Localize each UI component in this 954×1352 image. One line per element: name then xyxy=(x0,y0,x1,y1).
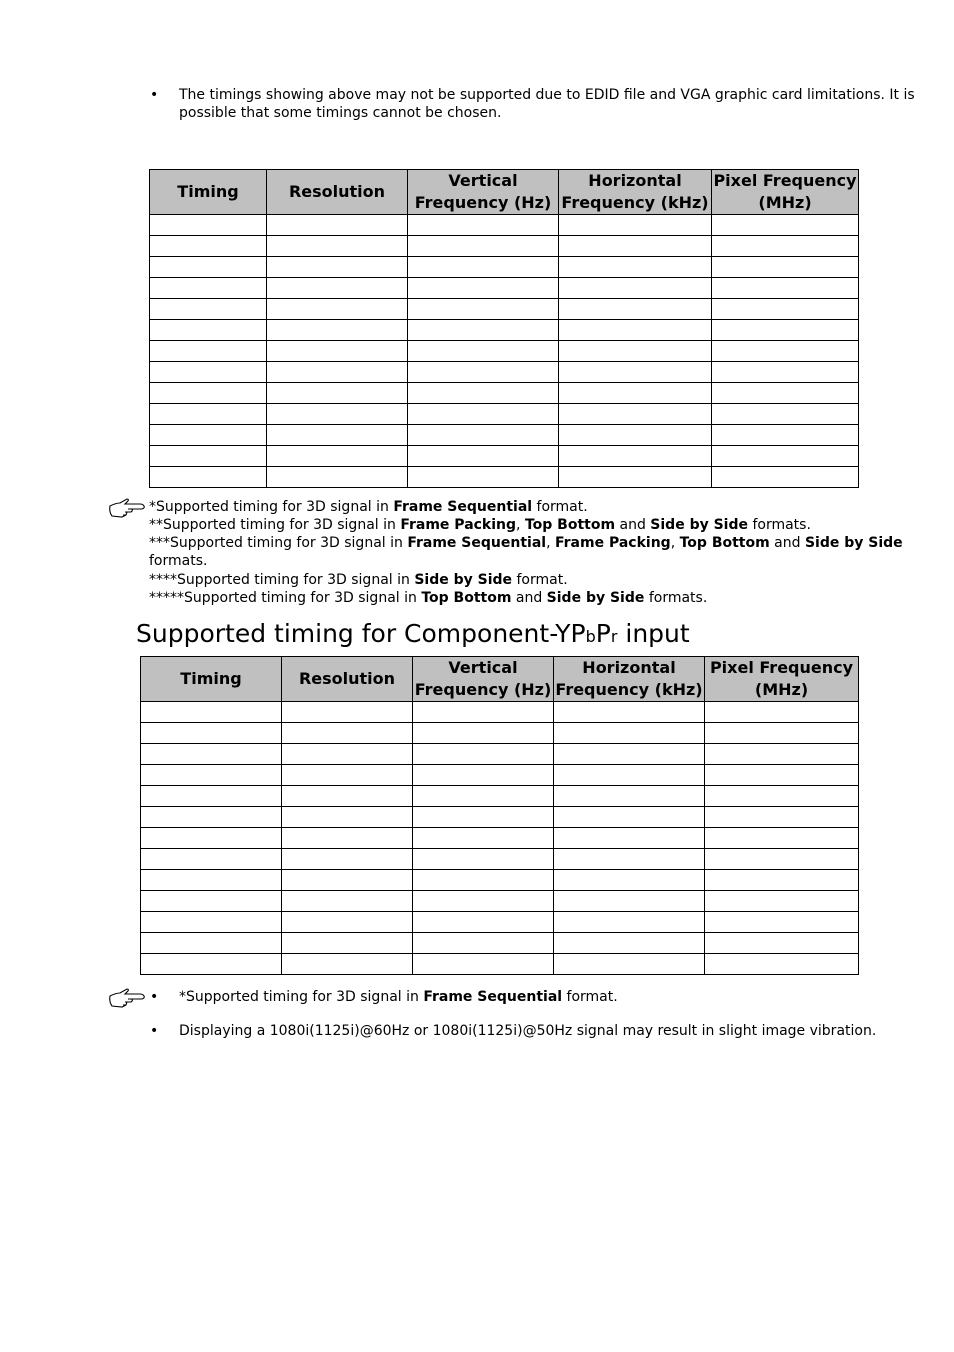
table-body xyxy=(150,215,859,488)
bullet-text-line1: The timings showing above may not be supported due to EDID file and VGA graphic card limitations. It is xyxy=(179,87,915,103)
table-cell xyxy=(141,912,282,933)
table-row xyxy=(150,320,859,341)
table-cell xyxy=(705,891,859,912)
table-cell xyxy=(282,807,413,828)
column-header xyxy=(712,170,859,215)
table-cell xyxy=(712,215,859,236)
table-cell xyxy=(150,236,267,257)
table-cell xyxy=(559,341,712,362)
table-cell xyxy=(150,278,267,299)
table-cell xyxy=(712,236,859,257)
table-cell xyxy=(705,870,859,891)
timing-table-component xyxy=(140,656,859,975)
table-cell xyxy=(408,362,559,383)
table-cell xyxy=(712,425,859,446)
table-cell xyxy=(282,954,413,975)
table-cell xyxy=(705,954,859,975)
table-header-row xyxy=(141,657,859,702)
note-frame-packing: **Supported timing for 3D signal in Frame Packing, Top Bottom and Side by Side formats. xyxy=(149,517,811,533)
table-cell xyxy=(413,891,554,912)
table-cell xyxy=(554,954,705,975)
table-row xyxy=(141,702,859,723)
table-cell xyxy=(141,723,282,744)
table-row xyxy=(150,362,859,383)
table-row xyxy=(150,467,859,488)
table-cell xyxy=(559,404,712,425)
table-row xyxy=(150,299,859,320)
table-cell xyxy=(141,891,282,912)
bullet-glyph: • xyxy=(150,87,159,103)
table-cell xyxy=(712,404,859,425)
table-cell xyxy=(712,467,859,488)
table-cell xyxy=(267,404,408,425)
pointing-hand-icon xyxy=(108,988,146,1010)
table-cell xyxy=(408,236,559,257)
column-header-line: Frequency (Hz) xyxy=(414,680,552,699)
column-header xyxy=(267,170,408,215)
column-header-line: (MHz) xyxy=(758,193,812,212)
table-cell xyxy=(150,446,267,467)
table-cell xyxy=(150,320,267,341)
table-cell xyxy=(413,849,554,870)
table-row xyxy=(141,765,859,786)
table-row xyxy=(150,383,859,404)
table-cell xyxy=(141,870,282,891)
table-cell xyxy=(559,236,712,257)
table-cell xyxy=(712,446,859,467)
table-cell xyxy=(705,744,859,765)
table-row xyxy=(141,828,859,849)
table-cell xyxy=(554,870,705,891)
column-header xyxy=(559,170,712,215)
table-cell xyxy=(267,467,408,488)
table-cell xyxy=(267,320,408,341)
table-row xyxy=(150,404,859,425)
table-cell xyxy=(712,383,859,404)
bullet-text-line2: possible that some timings cannot be chosen. xyxy=(179,105,502,121)
column-header-line: Frequency (kHz) xyxy=(561,193,709,212)
table-cell xyxy=(408,446,559,467)
table-cell xyxy=(282,744,413,765)
table-cell xyxy=(141,933,282,954)
table-cell xyxy=(150,299,267,320)
table-cell xyxy=(267,425,408,446)
table-cell xyxy=(267,257,408,278)
column-header xyxy=(408,170,559,215)
table-cell xyxy=(282,828,413,849)
table-cell xyxy=(554,765,705,786)
table-cell xyxy=(559,299,712,320)
table-cell xyxy=(705,723,859,744)
table-row xyxy=(141,933,859,954)
bullet-glyph: • xyxy=(150,989,159,1005)
column-header xyxy=(413,657,554,702)
column-header-line: Timing xyxy=(180,669,242,688)
section-heading: Supported timing for Component-YPbPr input xyxy=(136,619,690,648)
table-cell xyxy=(282,765,413,786)
table-cell xyxy=(712,299,859,320)
table-cell xyxy=(282,702,413,723)
table-cell xyxy=(559,278,712,299)
table-cell xyxy=(282,933,413,954)
table-cell xyxy=(413,954,554,975)
table-cell xyxy=(141,744,282,765)
pointing-hand-icon xyxy=(108,498,146,520)
table-cell xyxy=(408,341,559,362)
table-row xyxy=(141,807,859,828)
table-row xyxy=(141,891,859,912)
table-body xyxy=(141,702,859,975)
table-cell xyxy=(282,912,413,933)
table-row xyxy=(150,341,859,362)
table-cell xyxy=(150,404,267,425)
column-header xyxy=(141,657,282,702)
column-header-line: Resolution xyxy=(298,669,396,688)
table-cell xyxy=(282,891,413,912)
table-cell xyxy=(150,425,267,446)
table-row xyxy=(141,723,859,744)
table-cell xyxy=(408,425,559,446)
table-cell xyxy=(150,257,267,278)
table-cell xyxy=(267,341,408,362)
table-cell xyxy=(413,786,554,807)
table-cell xyxy=(413,870,554,891)
table-cell xyxy=(554,849,705,870)
column-header-line: Pixel Frequency xyxy=(709,658,854,677)
table-cell xyxy=(282,849,413,870)
table-cell xyxy=(408,215,559,236)
table-cell xyxy=(141,807,282,828)
note-all-formats: ***Supported timing for 3D signal in Frame Sequential, Frame Packing, Top Bottom and Side by Side xyxy=(149,535,903,551)
table-cell xyxy=(408,320,559,341)
table-cell xyxy=(267,362,408,383)
table-cell xyxy=(413,723,554,744)
column-header-line: Frequency (Hz) xyxy=(414,193,552,212)
column-header xyxy=(150,170,267,215)
table-row xyxy=(150,446,859,467)
table-cell xyxy=(705,702,859,723)
table-cell xyxy=(712,257,859,278)
table-cell xyxy=(408,383,559,404)
column-header-line: Frequency (kHz) xyxy=(555,680,703,699)
table-cell xyxy=(267,383,408,404)
table-cell xyxy=(408,404,559,425)
table-cell xyxy=(712,320,859,341)
column-header xyxy=(282,657,413,702)
table-cell xyxy=(554,807,705,828)
table-row xyxy=(141,954,859,975)
table-cell xyxy=(705,828,859,849)
table-cell xyxy=(413,702,554,723)
table-cell xyxy=(554,786,705,807)
table-cell xyxy=(413,828,554,849)
table-cell xyxy=(150,341,267,362)
table-cell xyxy=(408,467,559,488)
column-header-line: Horizontal xyxy=(582,658,676,677)
table-cell xyxy=(705,786,859,807)
table-cell xyxy=(413,807,554,828)
column-header-line: Vertical xyxy=(448,171,518,190)
table-cell xyxy=(559,257,712,278)
column-header-line: Vertical xyxy=(448,658,518,677)
table-cell xyxy=(150,383,267,404)
column-header xyxy=(554,657,705,702)
bullet-glyph: • xyxy=(150,1023,159,1039)
table-cell xyxy=(705,849,859,870)
table-row xyxy=(141,744,859,765)
table-cell xyxy=(559,446,712,467)
table-cell xyxy=(267,278,408,299)
table-cell xyxy=(282,870,413,891)
note-frame-sequential: *Supported timing for 3D signal in Frame Sequential format. xyxy=(149,499,588,515)
table-cell xyxy=(267,446,408,467)
table-cell xyxy=(282,786,413,807)
table-cell xyxy=(559,467,712,488)
table-cell xyxy=(712,362,859,383)
table-cell xyxy=(408,278,559,299)
table-cell xyxy=(141,786,282,807)
vibration-note: Displaying a 1080i(1125i)@60Hz or 1080i(1125i)@50Hz signal may result in slight image vibration. xyxy=(179,1023,877,1039)
table-cell xyxy=(413,933,554,954)
table-cell xyxy=(267,299,408,320)
note-top-bottom: *****Supported timing for 3D signal in Top Bottom and Side by Side formats. xyxy=(149,590,708,606)
column-header xyxy=(705,657,859,702)
table-cell xyxy=(705,933,859,954)
table-cell xyxy=(559,425,712,446)
table-cell xyxy=(554,744,705,765)
table-header-row xyxy=(150,170,859,215)
table-row xyxy=(141,786,859,807)
table-cell xyxy=(712,341,859,362)
table-cell xyxy=(141,954,282,975)
table-cell xyxy=(150,215,267,236)
table-cell xyxy=(267,215,408,236)
table-cell xyxy=(408,299,559,320)
table-row xyxy=(141,849,859,870)
table-row xyxy=(150,215,859,236)
column-header-line: Horizontal xyxy=(588,171,682,190)
table-row xyxy=(150,236,859,257)
table-cell xyxy=(141,828,282,849)
table-row xyxy=(150,257,859,278)
table-cell xyxy=(559,362,712,383)
table-cell xyxy=(705,765,859,786)
table-row xyxy=(150,278,859,299)
table-cell xyxy=(705,912,859,933)
table-cell xyxy=(141,765,282,786)
table-cell xyxy=(150,467,267,488)
table-cell xyxy=(554,828,705,849)
table-cell xyxy=(408,257,559,278)
table-cell xyxy=(554,933,705,954)
table-cell xyxy=(705,807,859,828)
table-cell xyxy=(554,723,705,744)
table-row xyxy=(150,425,859,446)
table-cell xyxy=(413,912,554,933)
timing-table-3d xyxy=(149,169,859,488)
table-cell xyxy=(554,912,705,933)
table-cell xyxy=(150,362,267,383)
table-cell xyxy=(712,278,859,299)
table-cell xyxy=(559,383,712,404)
table-cell xyxy=(413,744,554,765)
table-cell xyxy=(554,891,705,912)
column-header-line: (MHz) xyxy=(754,680,809,699)
table-cell xyxy=(559,215,712,236)
table-cell xyxy=(141,849,282,870)
column-header-line: Timing xyxy=(177,182,239,201)
table-cell xyxy=(141,702,282,723)
table-cell xyxy=(413,765,554,786)
table-row xyxy=(141,870,859,891)
table-cell xyxy=(559,320,712,341)
table-row xyxy=(141,912,859,933)
note-all-formats-cont: formats. xyxy=(149,553,208,569)
table-cell xyxy=(282,723,413,744)
column-header-line: Resolution xyxy=(288,182,386,201)
column-header-line: Pixel Frequency xyxy=(713,171,857,190)
table-cell xyxy=(267,236,408,257)
note-side-by-side: ****Supported timing for 3D signal in Side by Side format. xyxy=(149,572,568,588)
table-cell xyxy=(554,702,705,723)
